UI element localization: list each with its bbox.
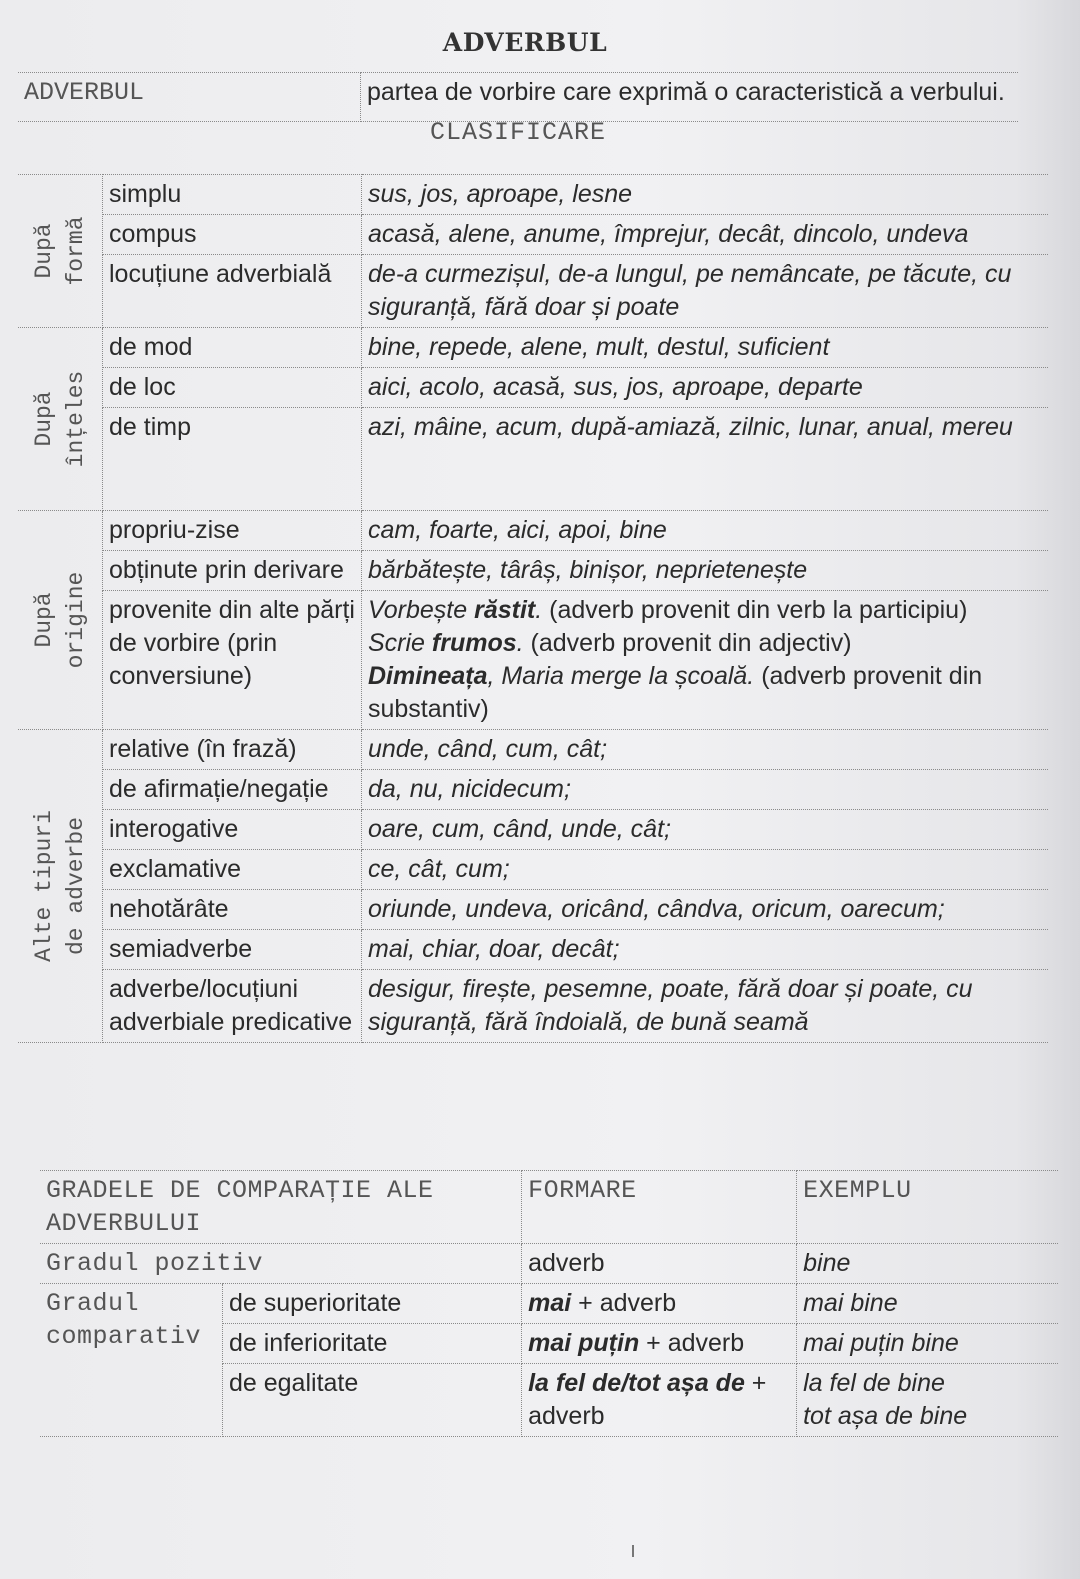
formation-bold: mai — [528, 1289, 572, 1317]
group-label-line: După — [31, 391, 57, 447]
example-line: tot așa de bine — [803, 1402, 968, 1430]
example-text: , Maria merge la școală. — [487, 662, 762, 690]
examples-cell: cam, foarte, aici, apoi, bine — [362, 511, 1049, 551]
table-row — [18, 511, 1048, 551]
examples-cell: bine, repede, alene, mult, destul, suficient — [362, 328, 1049, 368]
examples-cell: sus, jos, aproape, lesne — [362, 175, 1049, 215]
type-cell: simplu — [103, 175, 362, 215]
definition-text: partea de vorbire care exprimă o caracteristică a verbului. — [361, 73, 1019, 122]
definition-term: ADVERBUL — [18, 73, 361, 122]
examples-cell: oriunde, undeva, oricând, cândva, oricum, oarecum; — [362, 890, 1049, 930]
table-row — [18, 591, 1048, 730]
positive-example: bine — [797, 1244, 1058, 1284]
group-label-line: Alte tipuri — [31, 810, 57, 962]
comparative-subtype: de egalitate — [223, 1364, 522, 1437]
conversion-examples-cell — [362, 591, 1049, 730]
type-cell: nehotărâte — [103, 890, 362, 930]
group-label-line: După — [31, 223, 57, 279]
comparative-formation — [522, 1284, 797, 1324]
example-line: la fel de bine — [803, 1369, 945, 1397]
type-cell: semiadverbe — [103, 930, 362, 970]
degrees-header: GRADELE DE COMPARAȚIE ALE ADVERBULUI — [40, 1171, 522, 1244]
table-row — [18, 328, 1048, 368]
group-label-line: de adverbe — [63, 816, 89, 956]
type-cell: locuțiune adverbială — [103, 255, 362, 328]
conversion-example — [368, 594, 1042, 627]
table-row — [18, 770, 1048, 810]
table-row — [18, 408, 1048, 511]
group-label-line: După — [31, 592, 57, 648]
group-label-inteles — [18, 328, 103, 511]
table-row — [18, 551, 1048, 591]
type-cell: adverbe/locuțiuni adverbiale predicative — [103, 970, 362, 1043]
examples-cell: desigur, firește, pesemne, poate, fără doar și poate, cu siguranță, fără îndoială, de bună seamă — [362, 970, 1049, 1043]
group-label-text — [28, 810, 92, 962]
example-text: . — [516, 629, 531, 657]
examples-cell: azi, mâine, acum, după-amiază, zilnic, lunar, anual, mereu — [362, 408, 1049, 511]
table-row — [18, 255, 1048, 328]
examples-cell: da, nu, nicidecum; — [362, 770, 1049, 810]
type-cell: de mod — [103, 328, 362, 368]
example-text: . — [535, 596, 550, 624]
type-cell: de afirmație/negație — [103, 770, 362, 810]
example-text: Vorbește — [368, 596, 475, 624]
group-label-line: origine — [63, 571, 89, 669]
type-cell: propriu-zise — [103, 511, 362, 551]
table-row — [40, 1244, 1058, 1284]
examples-cell: aici, acolo, acasă, sus, jos, aproape, departe — [362, 368, 1049, 408]
page-mark — [632, 1545, 634, 1557]
table-row — [18, 175, 1048, 215]
type-cell: obținute prin derivare — [103, 551, 362, 591]
type-cell: exclamative — [103, 850, 362, 890]
comparative-example — [797, 1364, 1058, 1437]
classification-table — [18, 174, 1048, 1043]
table-row — [18, 215, 1048, 255]
comparative-example: mai puțin bine — [797, 1324, 1058, 1364]
example-adverb: răstit — [474, 596, 536, 624]
classification-heading: CLASIFICARE — [429, 118, 607, 147]
table-row — [18, 930, 1048, 970]
formation-bold: mai puțin — [528, 1329, 640, 1357]
table-row — [18, 730, 1048, 770]
examples-cell: ce, cât, cum; — [362, 850, 1049, 890]
type-cell: provenite din alte părți de vorbire (prin conversiune) — [103, 591, 362, 730]
group-label-text — [28, 216, 92, 285]
formation-header: FORMARE — [522, 1171, 797, 1244]
group-label-origine — [18, 511, 103, 730]
example-note: (adverb provenit din adjectiv) — [530, 629, 852, 657]
formation-rest: + adverb — [639, 1329, 745, 1357]
type-cell: interogative — [103, 810, 362, 850]
formation-rest: + adverb — [528, 1369, 767, 1430]
group-label-forma — [18, 175, 103, 328]
group-label-text — [28, 572, 92, 669]
examples-cell: mai, chiar, doar, decât; — [362, 930, 1049, 970]
formation-bold: la fel de/tot așa de — [528, 1369, 745, 1397]
definition-row — [18, 73, 1018, 122]
example-header: EXEMPLU — [797, 1171, 1058, 1244]
table-row — [18, 368, 1048, 408]
comparative-example: mai bine — [797, 1284, 1058, 1324]
comparative-subtype: de inferioritate — [223, 1324, 522, 1364]
group-label-line: formă — [63, 216, 89, 286]
examples-cell: oare, cum, când, unde, cât; — [362, 810, 1049, 850]
conversion-example — [368, 660, 1042, 726]
group-label-text — [28, 371, 92, 468]
positive-degree-label: Gradul pozitiv — [40, 1244, 522, 1284]
example-note: (adverb provenit din verb la participiu) — [549, 596, 968, 624]
degrees-table — [40, 1170, 1058, 1437]
table-row — [18, 850, 1048, 890]
type-cell: relative (în frază) — [103, 730, 362, 770]
group-label-line: înțeles — [63, 370, 89, 468]
conversion-example — [368, 627, 1042, 660]
group-label-alte-tipuri — [18, 730, 103, 1043]
comparative-degree-label: Gradul comparativ — [40, 1284, 223, 1437]
examples-cell: de-a curmezișul, de-a lungul, pe nemâncate, pe tăcute, cu siguranță, fără doar și poate — [362, 255, 1049, 328]
table-header-row — [40, 1171, 1058, 1244]
type-cell: de timp — [103, 408, 362, 511]
comparative-subtype: de superioritate — [223, 1284, 522, 1324]
type-cell: compus — [103, 215, 362, 255]
example-adverb: Dimineața — [368, 662, 488, 690]
examples-cell: acasă, alene, anume, împrejur, decât, dincolo, undeva — [362, 215, 1049, 255]
table-row — [40, 1284, 1058, 1324]
example-text: Scrie — [368, 629, 432, 657]
page-title: ADVERBUL — [442, 28, 608, 57]
example-adverb: frumos — [431, 629, 517, 657]
type-cell: de loc — [103, 368, 362, 408]
table-row — [18, 890, 1048, 930]
comparative-formation — [522, 1324, 797, 1364]
table-row — [18, 810, 1048, 850]
comparative-formation — [522, 1364, 797, 1437]
example-note: (adverb provenit din substantiv) — [368, 662, 983, 723]
examples-cell: unde, când, cum, cât; — [362, 730, 1049, 770]
examples-cell: bărbătește, târâș, binișor, neprietenește — [362, 551, 1049, 591]
positive-formation: adverb — [522, 1244, 797, 1284]
table-row — [18, 970, 1048, 1043]
definition-table — [18, 72, 1018, 122]
formation-rest: + adverb — [571, 1289, 677, 1317]
